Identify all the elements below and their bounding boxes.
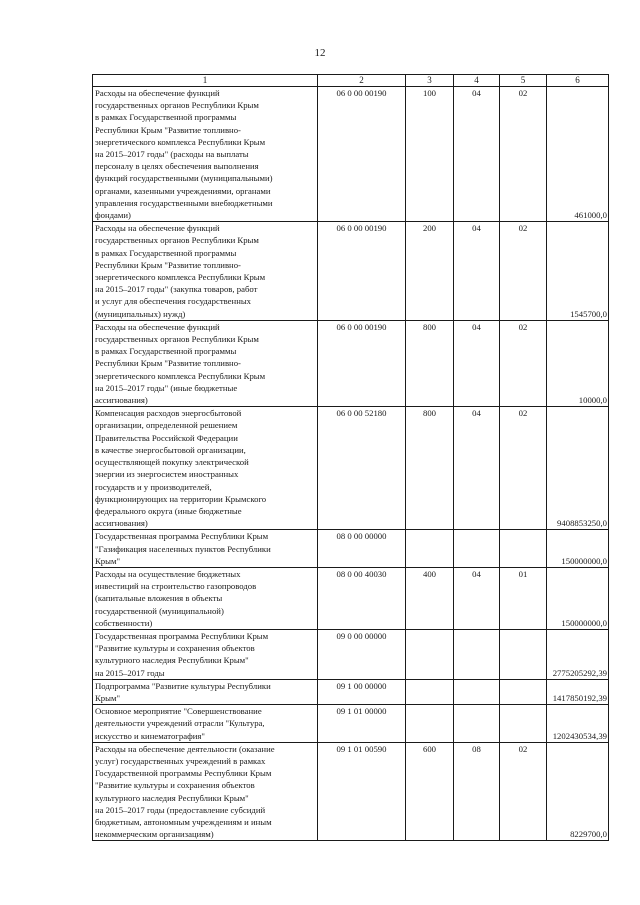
row-description: Расходы на обеспечение деятельности (оказание услуг) государственных учреждений в рамках Государственной программы Республики Крым "Развитие культуры и сохранения объектов культурного наследия Республики Крым" на 2015–2017 годы (предоставление субсидий бюджетным, автономным учреждениям и иным некоммерческим организациям) — [93, 742, 318, 841]
expense-type-code: 100 — [406, 87, 454, 222]
amount-value: 150000000,0 — [547, 567, 609, 629]
amount-value: 150000000,0 — [547, 530, 609, 568]
budget-table-body — [93, 75, 609, 841]
expense-type-code: 800 — [406, 407, 454, 530]
row-description: Основное мероприятие "Совершенствование деятельности учреждений отрасли "Культура, искусство и кинематография" — [93, 705, 318, 743]
subsection-code: 02 — [500, 320, 547, 406]
row-description: Расходы на осуществление бюджетных инвестиций на строительство газопроводов (капитальные вложения в объекты государственной (муниципальной) собственности) — [93, 567, 318, 629]
subsection-code — [500, 679, 547, 704]
column-header: 1 — [93, 75, 318, 87]
expense-type-code: 400 — [406, 567, 454, 629]
target-article-code: 06 0 00 00190 — [318, 320, 406, 406]
amount-value: 1417850192,39 — [547, 679, 609, 704]
expense-type-code — [406, 705, 454, 743]
table-row — [93, 222, 609, 321]
subsection-code: 02 — [500, 407, 547, 530]
subsection-code: 02 — [500, 87, 547, 222]
amount-value: 9408853250,0 — [547, 407, 609, 530]
subsection-code — [500, 705, 547, 743]
row-description: Подпрограмма "Развитие культуры Республики Крым" — [93, 679, 318, 704]
row-description: Государственная программа Республики Крым "Газификация населенных пунктов Республики Крым" — [93, 530, 318, 568]
expense-type-code — [406, 679, 454, 704]
section-code: 04 — [454, 567, 500, 629]
amount-value: 1545700,0 — [547, 222, 609, 321]
amount-value: 1202430534,39 — [547, 705, 609, 743]
table-header-row — [93, 75, 609, 87]
target-article-code: 06 0 00 52180 — [318, 407, 406, 530]
column-header: 5 — [500, 75, 547, 87]
expense-type-code — [406, 530, 454, 568]
target-article-code: 06 0 00 00190 — [318, 222, 406, 321]
section-code: 04 — [454, 320, 500, 406]
section-code: 04 — [454, 407, 500, 530]
subsection-code: 02 — [500, 222, 547, 321]
row-description: Государственная программа Республики Крым "Развитие культуры и сохранения объектов культурного наследия Республики Крым" на 2015–2017 годы — [93, 629, 318, 679]
table-row — [93, 742, 609, 841]
row-description: Расходы на обеспечение функций государственных органов Республики Крым в рамках Государственной программы Республики Крым "Развитие топливно- энергетического комплекса Республики Крым на 2015–2017 годы" (иные бюджетные ассигнования) — [93, 320, 318, 406]
target-article-code: 08 0 00 00000 — [318, 530, 406, 568]
amount-value: 2775205292,39 — [547, 629, 609, 679]
subsection-code — [500, 530, 547, 568]
table-row — [93, 320, 609, 406]
table-row — [93, 567, 609, 629]
target-article-code: 09 0 00 00000 — [318, 629, 406, 679]
section-code: 08 — [454, 742, 500, 841]
expense-type-code: 200 — [406, 222, 454, 321]
table-row — [93, 679, 609, 704]
budget-table — [92, 74, 609, 841]
section-code — [454, 679, 500, 704]
row-description: Расходы на обеспечение функций государственных органов Республики Крым в рамках Государственной программы Республики Крым "Развитие топливно- энергетического комплекса Республики Крым на 2015–2017 годы" (закупка товаров, работ и услуг для обеспечения государственных (муниципальных) нужд) — [93, 222, 318, 321]
column-header: 3 — [406, 75, 454, 87]
table-row — [93, 705, 609, 743]
section-code: 04 — [454, 222, 500, 321]
subsection-code — [500, 629, 547, 679]
target-article-code: 09 1 00 00000 — [318, 679, 406, 704]
subsection-code: 02 — [500, 742, 547, 841]
target-article-code: 08 0 00 40030 — [318, 567, 406, 629]
target-article-code: 06 0 00 00190 — [318, 87, 406, 222]
table-row — [93, 530, 609, 568]
amount-value: 461000,0 — [547, 87, 609, 222]
column-header: 4 — [454, 75, 500, 87]
expense-type-code — [406, 629, 454, 679]
table-row — [93, 629, 609, 679]
expense-type-code: 600 — [406, 742, 454, 841]
section-code — [454, 530, 500, 568]
amount-value: 10000,0 — [547, 320, 609, 406]
table-row — [93, 87, 609, 222]
target-article-code: 09 1 01 00590 — [318, 742, 406, 841]
target-article-code: 09 1 01 00000 — [318, 705, 406, 743]
expense-type-code: 800 — [406, 320, 454, 406]
column-header: 2 — [318, 75, 406, 87]
amount-value: 8229700,0 — [547, 742, 609, 841]
page-number: 12 — [314, 47, 326, 59]
section-code: 04 — [454, 87, 500, 222]
row-description: Компенсация расходов энергосбытовой организации, определенной решением Правительства Российской Федерации в качестве энергосбытовой организации, осуществляющей покупку электрической энергии из энергосистем иностранных государств и у производителей, функционирующих на территории Крымского федерального округа (иные бюджетные ассигнования) — [93, 407, 318, 530]
section-code — [454, 629, 500, 679]
column-header: 6 — [547, 75, 609, 87]
row-description: Расходы на обеспечение функций государственных органов Республики Крым в рамках Государственной программы Республики Крым "Развитие топливно- энергетического комплекса Республики Крым на 2015–2017 годы" (расходы на выплаты персоналу в целях обеспечения выполнения функций государственными (муниципальными) органами, казенными учреждениями, органами управления государственными внебюджетными фондами) — [93, 87, 318, 222]
subsection-code: 01 — [500, 567, 547, 629]
section-code — [454, 705, 500, 743]
table-row — [93, 407, 609, 530]
